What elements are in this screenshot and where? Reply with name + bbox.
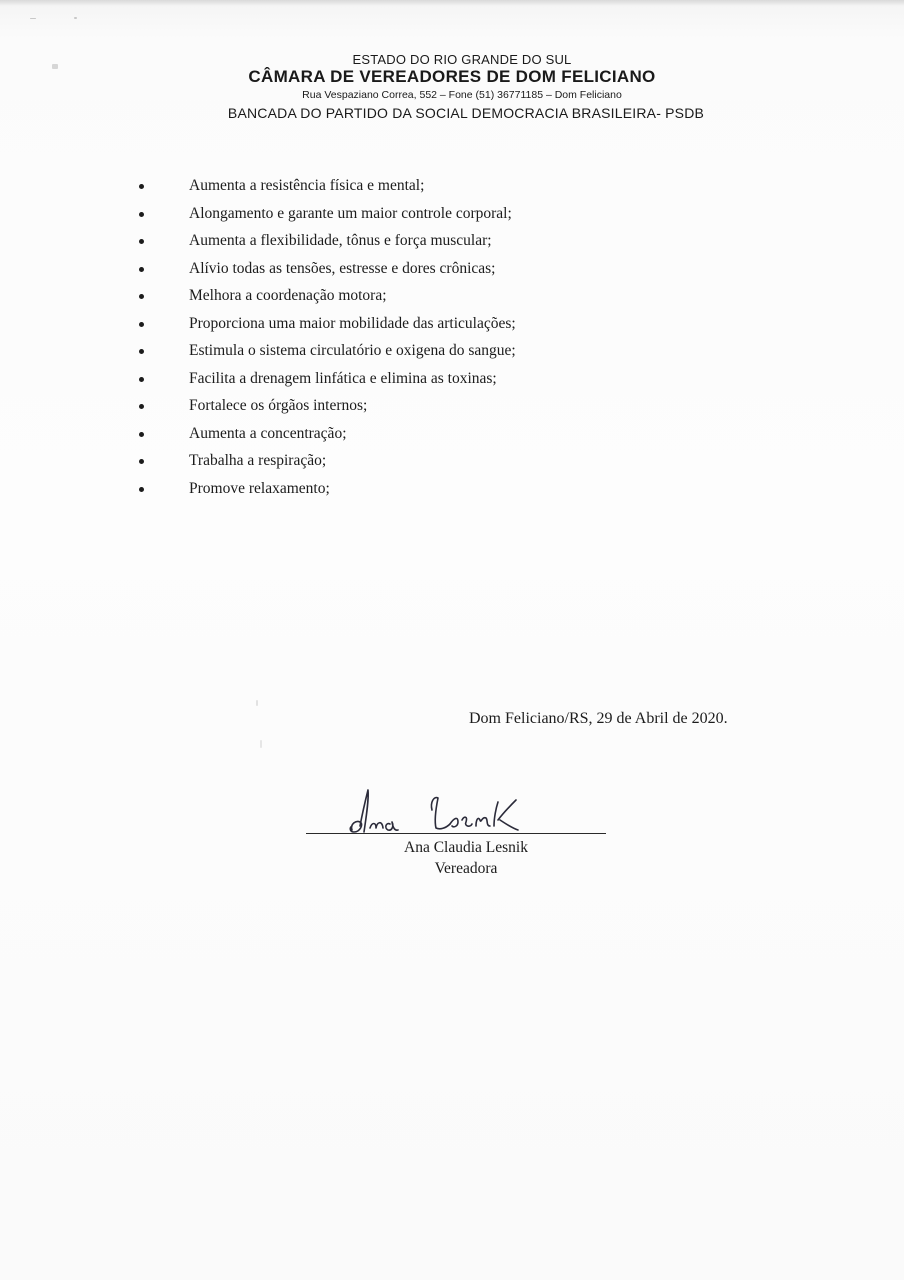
bullet-icon: [139, 322, 144, 327]
place-and-date: Dom Feliciano/RS, 29 de Abril de 2020.: [469, 710, 728, 727]
state-name: ESTADO DO RIO GRANDE DO SUL: [352, 52, 572, 67]
list-item-text: Estimula o sistema circulatório e oxigena do sangue;: [189, 342, 516, 359]
list-item-text: Melhora a coordenação motora;: [189, 287, 387, 304]
bullet-icon: [139, 432, 144, 437]
bullet-icon: [139, 487, 144, 492]
list-item-text: Fortalece os órgãos internos;: [189, 397, 368, 414]
list-item-text: Promove relaxamento;: [189, 479, 330, 497]
list-item-text: Proporciona uma maior mobilidade das articulações;: [189, 314, 516, 332]
signatory-name: Ana Claudia Lesnik: [404, 839, 528, 856]
bullet-icon: [139, 294, 144, 299]
bullet-icon: [139, 212, 144, 217]
bullet-icon: [139, 267, 144, 272]
bullet-icon: [139, 239, 144, 244]
list-item-text: Aumenta a concentração;: [189, 424, 347, 442]
bullet-icon: [139, 377, 144, 382]
signatory-role: Vereadora: [434, 860, 498, 877]
list-item-text: Aumenta a flexibilidade, tônus e força muscular;: [189, 232, 492, 249]
scan-speck: [256, 700, 258, 706]
scan-speck: [30, 18, 36, 19]
scan-speck: [260, 740, 262, 748]
chamber-name: CÂMARA DE VEREADORES DE DOM FELICIANO: [248, 67, 656, 86]
bullet-icon: [139, 459, 144, 464]
list-item-text: Facilita a drenagem linfática e elimina as toxinas;: [189, 369, 497, 387]
list-item-text: Aumenta a resistência física e mental;: [189, 177, 425, 194]
signature-line: [306, 833, 606, 834]
scan-speck: [74, 17, 77, 19]
scan-top-edge: [0, 0, 904, 6]
list-item-text: Alongamento e garante um maior controle corporal;: [189, 204, 512, 222]
bullet-icon: [139, 404, 144, 409]
list-item-text: Trabalha a respiração;: [189, 452, 327, 469]
chamber-address: Rua Vespaziano Correa, 552 – Fone (51) 36771185 – Dom Feliciano: [302, 89, 622, 101]
list-item-text: Alívio todas as tensões, estresse e dores crônicas;: [189, 259, 496, 277]
party-bench: BANCADA DO PARTIDO DA SOCIAL DEMOCRACIA BRASILEIRA- PSDB: [227, 105, 705, 121]
bullet-icon: [139, 349, 144, 354]
bullet-icon: [139, 184, 144, 189]
handwritten-signature: [330, 780, 550, 840]
